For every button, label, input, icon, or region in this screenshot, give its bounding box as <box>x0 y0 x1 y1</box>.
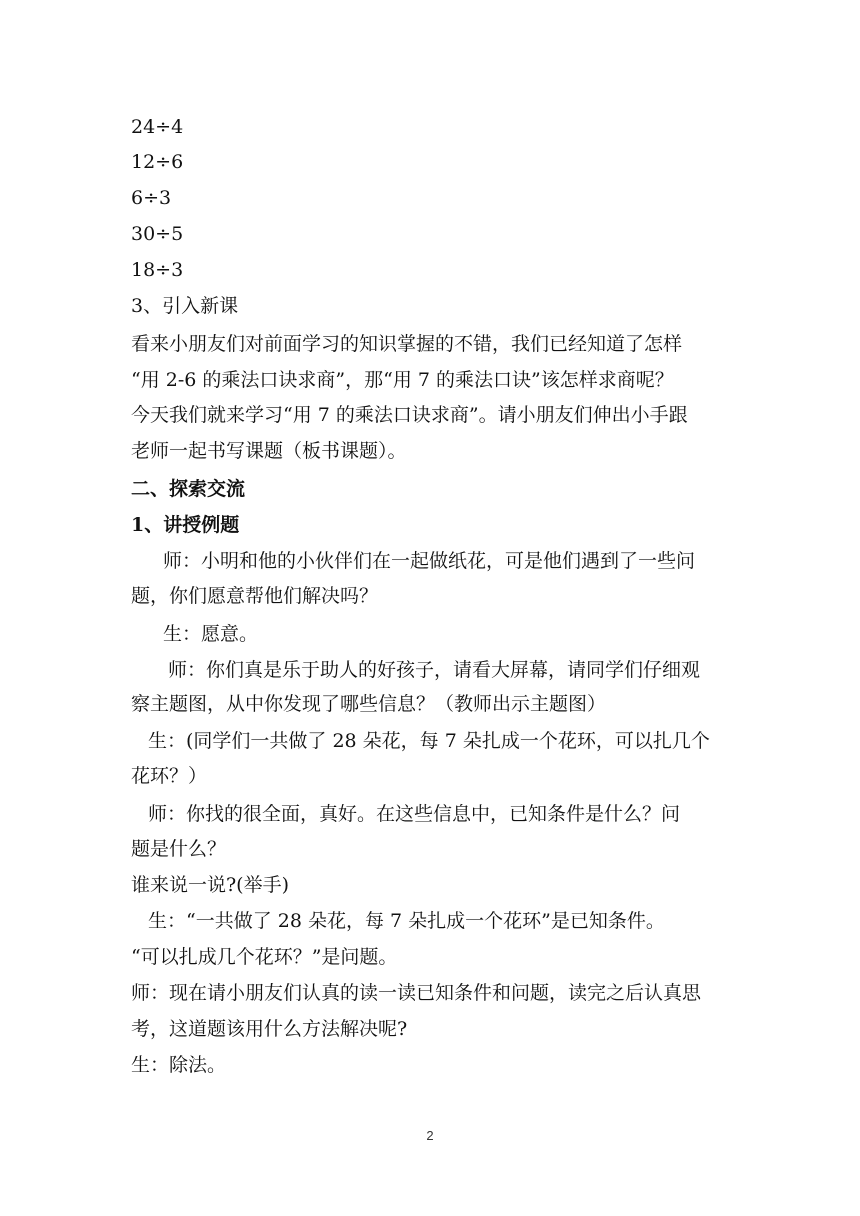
intro-paragraph-line-1: 看来小朋友们对前面学习的知识掌握的不错，我们已经知道了怎样 <box>131 333 683 355</box>
warmup-expression-2: 12÷6 <box>131 151 184 173</box>
intro-heading: 3、引入新课 <box>131 295 239 317</box>
teacher-line-3b: 题是什么？ <box>131 838 227 860</box>
teacher-line-3a: 师：你找的很全面，真好。在这些信息中，已知条件是什么？问 <box>148 803 681 825</box>
intro-paragraph-line-3: 今天我们就来学习“用 7 的乘法口诀求商”。请小朋友们伸出小手跟 <box>131 404 688 426</box>
teacher-line-1a: 师：小明和他的小伙伴们在一起做纸花，可是他们遇到了一些问 <box>163 550 696 572</box>
teacher-line-1b: 题，你们愿意帮他们解决吗？ <box>131 585 379 607</box>
warmup-expression-4: 30÷5 <box>131 223 184 245</box>
teacher-prompt: 谁来说一说?(举手) <box>131 874 290 896</box>
student-line-1: 生：愿意。 <box>163 623 259 645</box>
student-line-2b: 花环？） <box>131 765 208 787</box>
warmup-expression-3: 6÷3 <box>131 187 172 209</box>
teacher-line-2a: 师：你们真是乐于助人的好孩子，请看大屏幕，请同学们仔细观 <box>168 659 701 681</box>
student-line-2a: 生：(同学们一共做了 28 朵花，每 7 朵扎成一个花环，可以扎几个 <box>148 730 710 752</box>
teacher-line-2b: 察主题图，从中你发现了哪些信息？（教师出示主题图） <box>131 693 607 715</box>
warmup-expression-5: 18÷3 <box>131 259 184 281</box>
warmup-expression-1: 24÷4 <box>131 116 184 138</box>
intro-paragraph-line-2: “用 2-6 的乘法口诀求商”，那“用 7 的乘法口诀”该怎样求商呢？ <box>131 369 674 391</box>
section-heading-explore: 二、探索交流 <box>131 478 246 500</box>
teacher-line-4a: 师：现在请小朋友们认真的读一读已知条件和问题，读完之后认真思 <box>131 982 702 1004</box>
intro-paragraph-line-4: 老师一起书写课题（板书课题）。 <box>131 440 407 462</box>
teacher-line-4b: 考，这道题该用什么方法解决呢? <box>131 1018 408 1040</box>
student-line-4: 生：除法。 <box>131 1054 227 1076</box>
student-line-3b: “可以扎成几个花环？”是问题。 <box>131 946 398 968</box>
page-number: 2 <box>426 1128 434 1143</box>
student-line-3a: 生：“一共做了 28 朵花，每 7 朵扎成一个花环”是已知条件。 <box>148 910 665 932</box>
subsection-heading-example: 1、讲授例题 <box>131 514 240 536</box>
